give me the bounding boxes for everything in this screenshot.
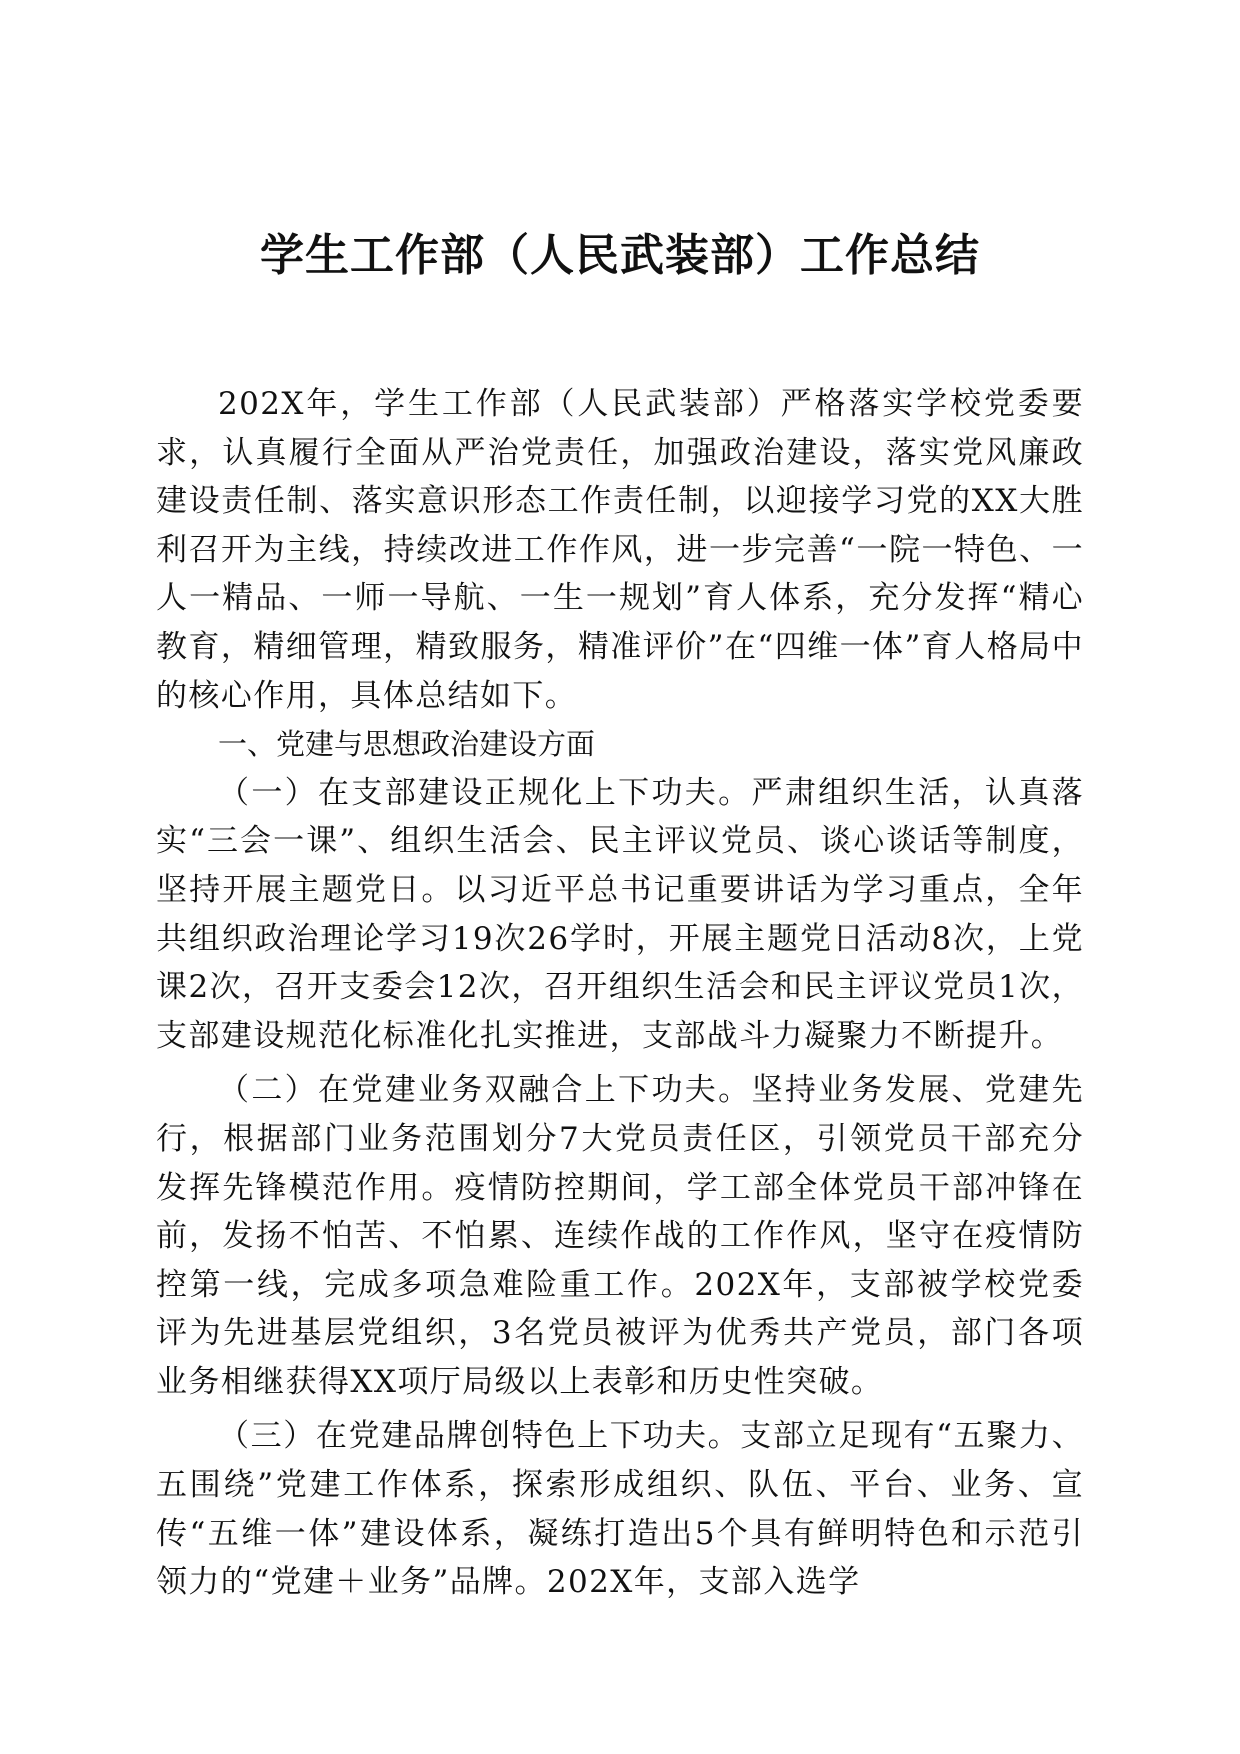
page-title: 学生工作部（人民武装部）工作总结 — [260, 230, 980, 281]
paragraph-brand-features: （三）在党建品牌创特色上下功夫。支部立足现有“五聚力、五围绕”党建工作体系，探索形成组织、队伍、平台、业务、宣传“五维一体”建设体系，凝练打造出5个具有鲜明特色和示范引领力的“党建＋业务”品牌。202X年，支部入选学 — [156, 1418, 1084, 1601]
intro-paragraph: 202X年，学生工作部（人民武装部）严格落实学校党委要求，认真履行全面从严治党责任，加强政治建设，落实党风廉政建设责任制、落实意识形态工作责任制，以迎接学习党的XX大胜利召开为主线，持续改进工作作风，进一步完善“一院一特色、一人一精品、一师一导航、一生一规划”育人体系，充分发挥“精心教育，精细管理，精致服务，精准评价”在“四维一体”育人格局中的核心作用，具体总结如下。 — [156, 386, 1084, 714]
paragraph-branch-construction: （一）在支部建设正规化上下功夫。严肃组织生活，认真落实“三会一课”、组织生活会、民主评议党员、谈心谈话等制度，坚持开展主题党日。以习近平总书记重要讲话为学习重点，全年共组织政治理论学习19次26学时，开展主题党日活动8次，上党课2次，召开支委会12次，召开组织生活会和民主评议党员1次，支部建设规范化标准化扎实推进，支部战斗力凝聚力不断提升。 — [156, 774, 1084, 1054]
section-heading-party-building: 一、党建与思想政治建设方面 — [218, 727, 596, 762]
document-body — [156, 380, 1084, 1607]
paragraph-dual-integration: （二）在党建业务双融合上下功夫。坚持业务发展、党建先行，根据部门业务范围划分7大党员责任区，引领党员干部充分发挥先锋模范作用。疫情防控期间，学工部全体党员干部冲锋在前，发扬不怕苦、不怕累、连续作战的工作作风，坚守在疫情防控第一线，完成多项急难险重工作。202X年，支部被学校党委评为先进基层党组织，3名党员被评为优秀共产党员，部门各项业务相继获得XX项厅局级以上表彰和历史性突破。 — [156, 1072, 1084, 1400]
